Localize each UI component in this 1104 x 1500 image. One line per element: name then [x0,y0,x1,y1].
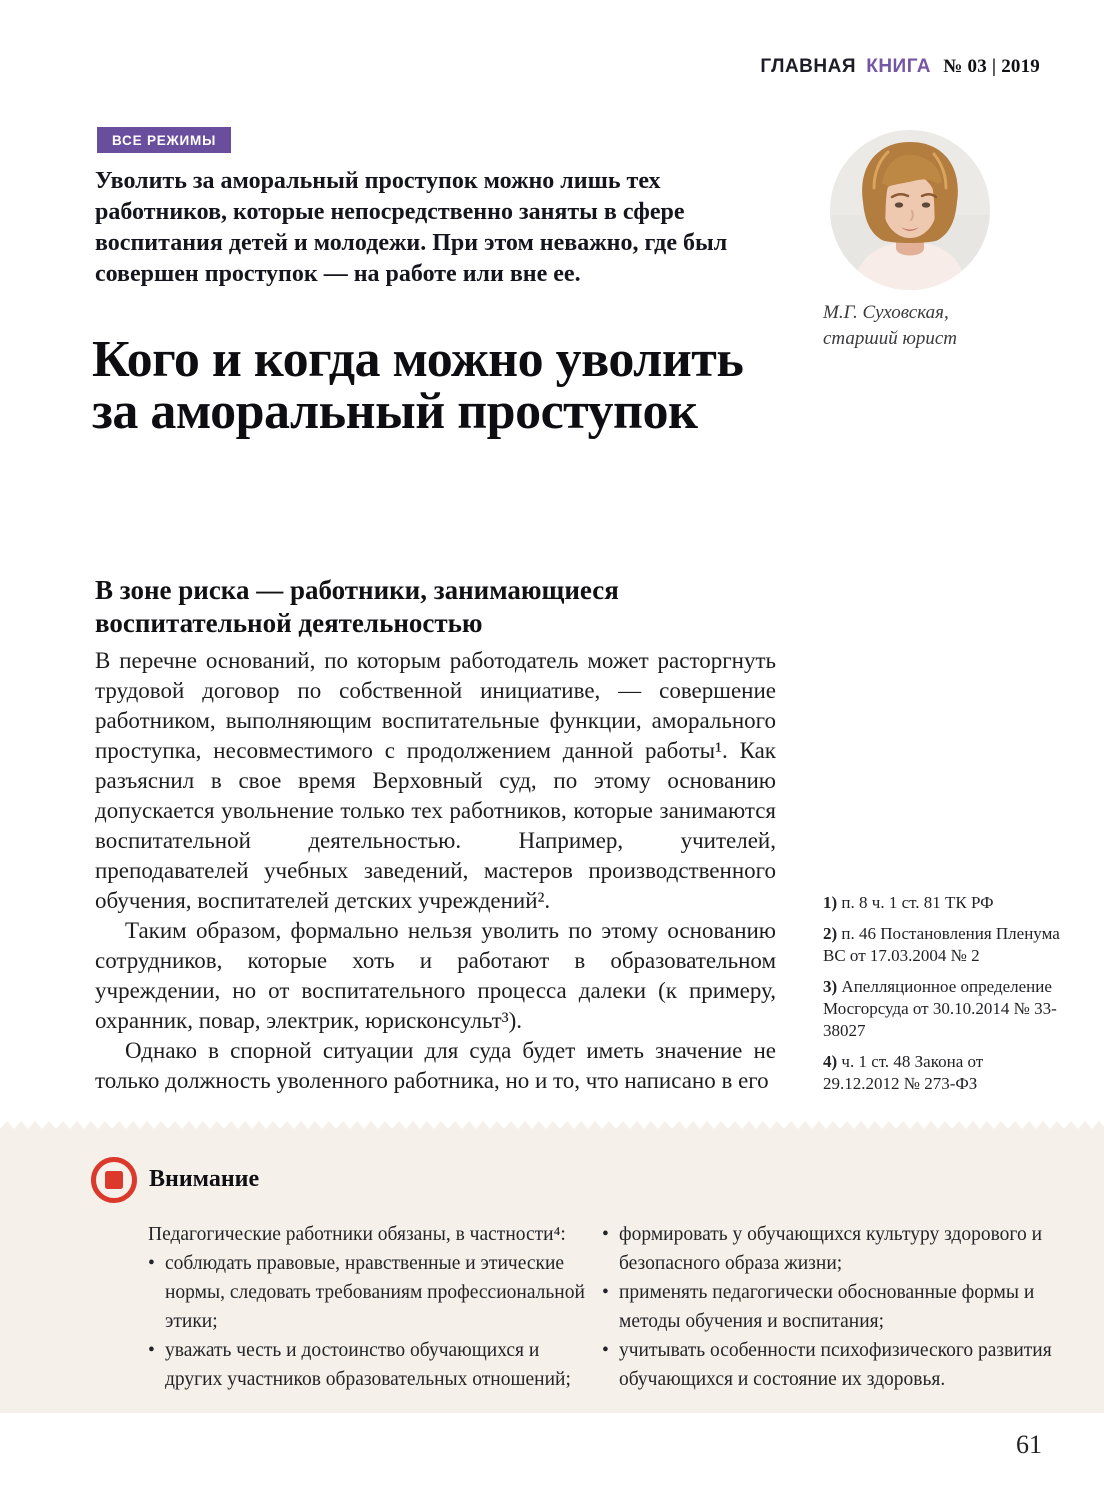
author-name: М.Г. Суховская, [823,302,949,323]
article-body [95,646,776,1096]
masthead [760,56,1040,78]
issue-number: № 03 | 2019 [943,56,1040,77]
bullet-text: применять педагогически обоснованные формы и методы обучения и воспитания; [619,1282,1035,1332]
author-caption [823,300,957,352]
section-heading: В зоне риска — работники, занимающиеся воспитательной деятельностью [95,575,619,638]
list-item [602,1278,1054,1336]
list-item [148,1336,586,1394]
lead-paragraph: Уволить за аморальный проступок можно лишь тех работников, которые непосредственно заняты в сфере воспитания детей и молодежи. При этом неважно, где был совершен проступок — на работе или вне ее. [95,168,728,287]
panel-perforated-edge [0,1121,1104,1129]
attention-intro: Педагогические работники обязаны, в частности⁴: [148,1224,566,1245]
bullet-text: формировать у обучающихся культуру здорового и безопасного образа жизни; [619,1224,1043,1274]
brand-name-accent: КНИГА [866,56,932,77]
bullet-text: соблюдать правовые, нравственные и этические нормы, следовать требованиям профессиональной этики; [165,1253,585,1332]
footnote-number: 2) [823,924,838,943]
author-photo [830,130,990,290]
bullet-icon: • [602,1224,609,1245]
footnote [823,892,1063,914]
footnote-number: 3) [823,977,838,996]
bullet-icon: • [602,1340,609,1361]
footnote-text: ч. 1 ст. 48 Закона от 29.12.2012 № 273-ФЗ [823,1052,984,1093]
attention-title: Внимание [149,1166,260,1192]
footnote-number: 1) [823,893,838,912]
body-paragraph: В перечне оснований, по которым работодатель может расторгнуть трудовой договор по собственной инициативе, — совершение работником, выполняющим воспитательные функции, аморального проступка, несовместимого с продолжением данной работы¹. Как разъяснил в свое время Верховный суд, по этому основанию допускается увольнение только тех работников, которые занимаются воспитательной деятельностью. Например, учителей, преподавателей учебных заведений, мастеров производственного обучения, воспитателей детских учреждений². [95,648,776,913]
footnote-text: Апелляционное определение Мосгорсуда от 30.10.2014 № 33-38027 [823,977,1057,1040]
bullet-icon: • [602,1282,609,1303]
footnotes-sidebar [823,892,1063,1104]
footnote-text: п. 8 ч. 1 ст. 81 ТК РФ [841,893,994,912]
attention-column-left [148,1220,586,1394]
body-paragraph: Таким образом, формально нельзя уволить по этому основанию сотрудников, которые хоть и работают в образовательном учреждении, но от воспитательного процесса далеки (к примеру, охранник, повар, электрик, юрисконсульт³). [95,918,776,1033]
bullet-text: учитывать особенности психофизического развития обучающихся и состояние их здоровья. [619,1340,1052,1390]
footnote [823,923,1063,967]
list-item [602,1336,1054,1394]
body-paragraph: Однако в спорной ситуации для суда будет иметь значение не только должность уволенного работника, но и то, что написано в его [95,1038,776,1093]
attention-stop-icon [90,1156,138,1204]
footnote-text: п. 46 Постановления Пленума ВС от 17.03.2004 № 2 [823,924,1060,965]
footnote-number: 4) [823,1052,838,1071]
attention-column-right [602,1220,1054,1394]
page-number: 61 [1016,1430,1042,1459]
regime-badge: ВСЕ РЕЖИМЫ [97,127,231,153]
footnote [823,976,1063,1042]
article-headline: Кого и когда можно уволить за аморальный проступок [92,331,744,440]
bullet-icon: • [148,1340,155,1361]
bullet-text: уважать честь и достоинство обучающихся и других участников образовательных отношений; [165,1340,571,1390]
list-item [148,1249,586,1336]
author-title: старший юрист [823,328,958,349]
list-item [602,1220,1054,1278]
footnote [823,1051,1063,1095]
brand-name-main: ГЛАВНАЯ [760,56,856,77]
bullet-icon: • [148,1253,155,1274]
